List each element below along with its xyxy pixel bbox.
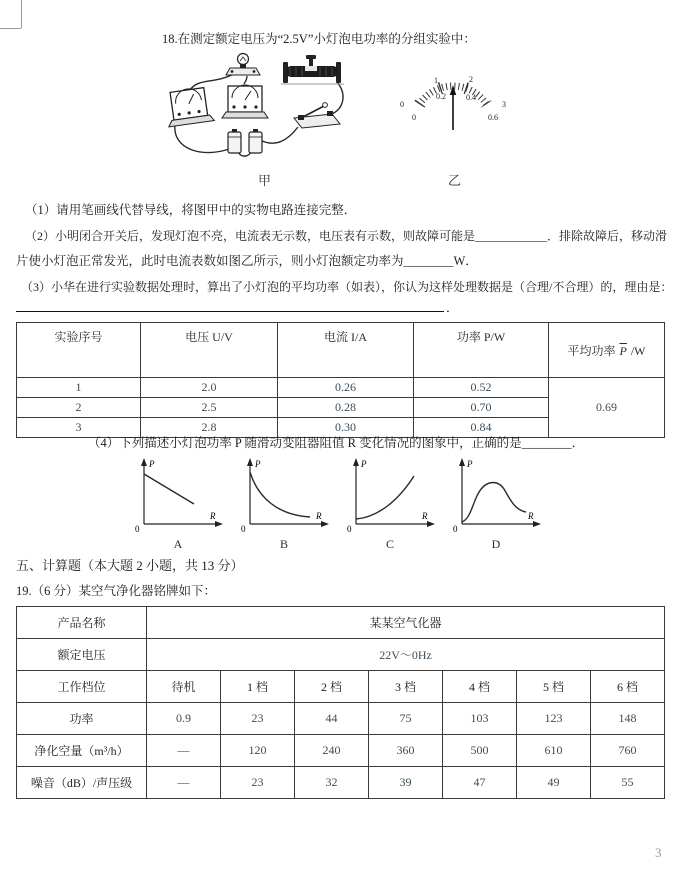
noise-cell: 23 — [221, 767, 295, 799]
nameplate-row-power — [17, 703, 665, 735]
outer-tick-3: 3 — [502, 100, 506, 109]
graph-b-label: B — [279, 537, 288, 551]
voltmeter-device — [222, 85, 268, 118]
power-cell: 23 — [221, 703, 295, 735]
header-trial: 实验序号 — [17, 323, 141, 378]
inner-tick-04: 0.4 — [466, 93, 476, 102]
power-cell: 44 — [295, 703, 369, 735]
switch-device — [294, 103, 340, 128]
ammeter-needle — [450, 85, 456, 130]
graph-option-a — [128, 456, 228, 552]
question-18-title: 18.在测定额定电压为“2.5V”小灯泡电功率的分组实验中： — [162, 32, 476, 46]
cell-current: 0.28 — [278, 398, 414, 418]
power-cell: 148 — [591, 703, 665, 735]
outer-tick-2: 2 — [469, 75, 473, 84]
part-2-text-line1: （2）小明闭合开关后，发现灯泡不亮，电流表无示数，电压表有示数，则故障可能是____________．排除故障后，移动滑 — [25, 229, 668, 243]
nameplate-row-gears — [17, 671, 665, 703]
volume-cell: 760 — [591, 735, 665, 767]
cell-voltage: 2.5 — [141, 398, 278, 418]
cell-voltage: 2.8 — [141, 418, 278, 438]
power-cell: 123 — [517, 703, 591, 735]
inner-tick-06: 0.6 — [488, 113, 498, 122]
graph-c-origin: 0 — [347, 524, 352, 534]
rated-voltage-value: 22V～0Hz — [147, 639, 665, 671]
outer-tick-1: 1 — [434, 76, 438, 85]
power-cell: 103 — [443, 703, 517, 735]
gear-cell: 2 档 — [295, 671, 369, 703]
header-current: 电流 I/A — [278, 323, 414, 378]
avg-header-symbol: $\overline{P}$ — [619, 343, 627, 358]
noise-cell: 55 — [591, 767, 665, 799]
ammeter-dial-figure — [390, 72, 520, 157]
power-cell: 0.9 — [147, 703, 221, 735]
gear-cell: 3 档 — [369, 671, 443, 703]
page-number: 3 — [655, 845, 662, 860]
graph-c-label: C — [385, 537, 394, 551]
cell-no: 2 — [17, 398, 141, 418]
nameplate-row-voltage — [17, 639, 665, 671]
graph-a-plot — [128, 456, 228, 534]
volume-cell: 360 — [369, 735, 443, 767]
light-bulb — [226, 54, 260, 76]
graph-d-ylabel: P — [467, 459, 473, 469]
cell-power: 0.52 — [414, 378, 549, 398]
cell-average: 0.69 — [549, 378, 665, 438]
header-average-power — [549, 323, 665, 378]
power-cell: 75 — [369, 703, 443, 735]
cell-power: 0.84 — [414, 418, 549, 438]
graph-b-ylabel: P — [255, 459, 261, 469]
figure-caption-yi: 乙 — [448, 173, 462, 188]
power-label: 功率 — [17, 703, 147, 735]
gear-cell: 4 档 — [443, 671, 517, 703]
gear-cell: 1 档 — [221, 671, 295, 703]
avg-header-suffix: /W — [627, 343, 646, 358]
product-name-value: 某某空气化器 — [147, 607, 665, 639]
volume-cell: 120 — [221, 735, 295, 767]
nameplate-row-noise — [17, 767, 665, 799]
table-header-row — [17, 323, 665, 378]
cell-voltage: 2.0 — [141, 378, 278, 398]
nameplate-table — [16, 606, 665, 799]
cell-power: 0.70 — [414, 398, 549, 418]
graph-option-c — [340, 456, 440, 552]
graph-b-curve — [250, 472, 310, 517]
gear-cell: 6 档 — [591, 671, 665, 703]
noise-cell: 39 — [369, 767, 443, 799]
noise-cell: — — [147, 767, 221, 799]
avg-header-prefix: 平均功率 — [567, 343, 619, 358]
graph-c-plot — [340, 456, 440, 534]
table-row — [17, 378, 665, 398]
product-name-label: 产品名称 — [17, 607, 147, 639]
gear-cell: 待机 — [147, 671, 221, 703]
circuit-apparatus-figure — [148, 50, 393, 190]
figure-caption-jia: 甲 — [258, 173, 272, 188]
noise-cell: 49 — [517, 767, 591, 799]
graph-c-xlabel: R — [422, 511, 428, 521]
header-voltage: 电压 U/V — [141, 323, 278, 378]
graph-b-xlabel: R — [316, 511, 322, 521]
cell-current: 0.26 — [278, 378, 414, 398]
question-19-intro: 19.（6 分）某空气净化器铭牌如下： — [16, 584, 217, 598]
graph-d-xlabel: R — [528, 511, 534, 521]
graph-a-ylabel: P — [149, 459, 155, 469]
header-power: 功率 P/W — [414, 323, 549, 378]
answer-blank-line — [16, 296, 444, 312]
ammeter-device — [164, 86, 214, 127]
graph-b-plot — [234, 456, 334, 534]
part-2-text-line2: 片使小灯泡正常发光，此时电流表数如图乙所示，则小灯泡额定功率为________W． — [16, 254, 478, 268]
cell-no: 1 — [17, 378, 141, 398]
noise-label: 噪音（dB）/声压级 — [17, 767, 147, 799]
answer-blank-period: ． — [446, 301, 459, 315]
section-5-heading: 五、计算题（本大题 2 小题，共 13 分） — [16, 558, 244, 573]
cell-current: 0.30 — [278, 418, 414, 438]
inner-tick-02: 0.2 — [436, 92, 446, 101]
graph-d-curve — [462, 483, 526, 523]
purify-volume-label: 净化空量（m³/h） — [17, 735, 147, 767]
volume-cell: — — [147, 735, 221, 767]
graph-d-origin: 0 — [453, 524, 458, 534]
battery-cells — [228, 129, 262, 153]
graph-d-label: D — [491, 537, 501, 551]
gear-label: 工作档位 — [17, 671, 147, 703]
rheostat-device — [281, 55, 344, 84]
graph-c-ylabel: P — [361, 459, 367, 469]
graph-b-origin: 0 — [241, 524, 246, 534]
volume-cell: 500 — [443, 735, 517, 767]
graph-a-curve — [144, 474, 194, 504]
noise-cell: 47 — [443, 767, 517, 799]
nameplate-row-product — [17, 607, 665, 639]
noise-cell: 32 — [295, 767, 369, 799]
graph-d-plot — [446, 456, 546, 534]
graph-a-xlabel: R — [210, 511, 216, 521]
volume-cell: 610 — [517, 735, 591, 767]
nameplate-row-volume — [17, 735, 665, 767]
gear-cell: 5 档 — [517, 671, 591, 703]
graph-a-label: A — [173, 537, 183, 551]
outer-tick-0: 0 — [400, 100, 404, 109]
graph-option-b — [234, 456, 334, 552]
graph-a-origin: 0 — [135, 524, 140, 534]
inner-tick-0: 0 — [412, 113, 416, 122]
graph-option-d — [446, 456, 546, 552]
experiment-data-table — [16, 322, 665, 438]
part-4-text: （4）下列描述小灯泡功率 P 随滑动变阻器阻值 R 变化情况的图象中，正确的是________． — [88, 436, 585, 450]
rated-voltage-label: 额定电压 — [17, 639, 147, 671]
volume-cell: 240 — [295, 735, 369, 767]
cell-no: 3 — [17, 418, 141, 438]
graph-c-curve — [356, 476, 414, 519]
part-3-text: （3）小华在进行实验数据处理时，算出了小灯泡的平均功率（如表），你认为这样处理数据是（合理/不合理）的，理由是： — [21, 280, 673, 294]
graph-options-row — [128, 456, 546, 552]
part-1-text: （1）请用笔画线代替导线，将图甲中的实物电路连接完整． — [25, 203, 357, 217]
print-corner-mark — [0, 28, 21, 29]
print-corner-mark — [21, 0, 22, 28]
